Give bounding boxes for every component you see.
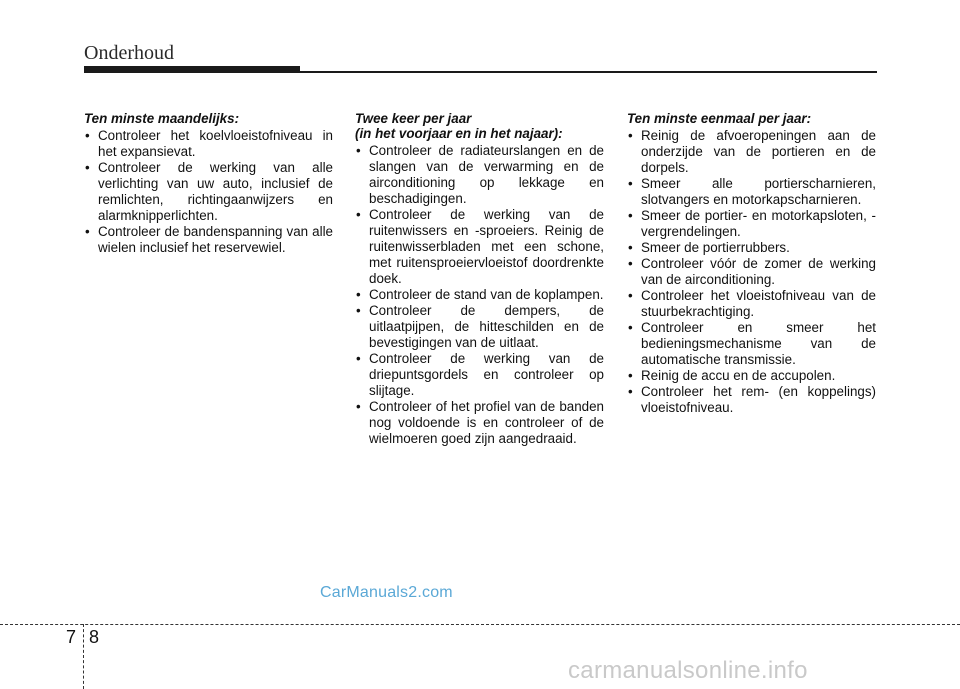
list-item: • Controleer het vloeistofniveau van de stuurbekrachtiging.	[627, 288, 876, 320]
list-item: • Smeer de portierrubbers.	[627, 240, 876, 256]
list-item: • Controleer de radiateurslangen en de slangen van de verwarming en de airconditioning op lekkage en beschadigingen.	[355, 143, 604, 207]
header-accent-bar	[84, 66, 300, 73]
list-item: • Controleer de werking van de ruitenwissers en -sproeiers. Reinig de ruitenwisserbladen met een schone, met ruitensproeiervloeistof doordrenkte doek.	[355, 207, 604, 287]
column-heading	[355, 111, 604, 141]
list-item: • Controleer de bandenspanning van alle wielen inclusief het reservewiel.	[84, 224, 333, 256]
column-heading	[84, 111, 333, 126]
footer-dashed-divider	[83, 624, 84, 689]
column-heading-line: (in het voorjaar en in het najaar):	[355, 126, 563, 141]
checklist	[84, 128, 333, 256]
list-item: • Controleer het koelvloeistofniveau in het expansievat.	[84, 128, 333, 160]
column-yearly	[627, 111, 876, 416]
column-monthly	[84, 111, 333, 256]
page-section-number: 7	[66, 627, 77, 647]
watermark-carmanuals2: CarManuals2.com	[320, 584, 453, 601]
list-item: • Controleer de werking van de driepuntsgordels en controleer op slijtage.	[355, 351, 604, 399]
watermark-carmanualsonline: carmanualsonline.info	[568, 657, 808, 684]
footer-dashed-rule	[0, 624, 960, 625]
list-item: • Controleer en smeer het bedieningsmechanisme van de automatische transmissie.	[627, 320, 876, 368]
page-number: 8	[89, 627, 100, 647]
column-heading-line: Twee keer per jaar	[355, 111, 472, 126]
column-heading-line: Ten minste eenmaal per jaar:	[627, 111, 812, 126]
list-item: • Smeer de portier- en motorkapsloten, -vergrendelingen.	[627, 208, 876, 240]
column-heading-line: Ten minste maandelijks:	[84, 111, 240, 126]
list-item: • Controleer de stand van de koplampen.	[355, 287, 604, 303]
header-rule	[300, 71, 877, 73]
list-item: • Controleer de werking van alle verlichting van uw auto, inclusief de remlichten, richtingaanwijzers en alarmknipperlichten.	[84, 160, 333, 224]
column-twice-yearly	[355, 111, 604, 447]
column-heading	[627, 111, 876, 126]
list-item: • Controleer of het profiel van de banden nog voldoende is en controleer of de wielmoeren goed zijn aangedraaid.	[355, 399, 604, 447]
list-item: • Controleer vóór de zomer de werking van de airconditioning.	[627, 256, 876, 288]
page-section-title: Onderhoud	[84, 42, 174, 64]
list-item: • Controleer het rem- (en koppelings) vloeistofniveau.	[627, 384, 876, 416]
list-item: • Reinig de afvoeropeningen aan de onderzijde van de portieren en de dorpels.	[627, 128, 876, 176]
list-item: • Controleer de dempers, de uitlaatpijpen, de hitteschilden en de bevestigingen van de uitlaat.	[355, 303, 604, 351]
checklist	[355, 143, 604, 447]
checklist	[627, 128, 876, 416]
list-item: • Reinig de accu en de accupolen.	[627, 368, 876, 384]
list-item: • Smeer alle portierscharnieren, slotvangers en motorkapscharnieren.	[627, 176, 876, 208]
